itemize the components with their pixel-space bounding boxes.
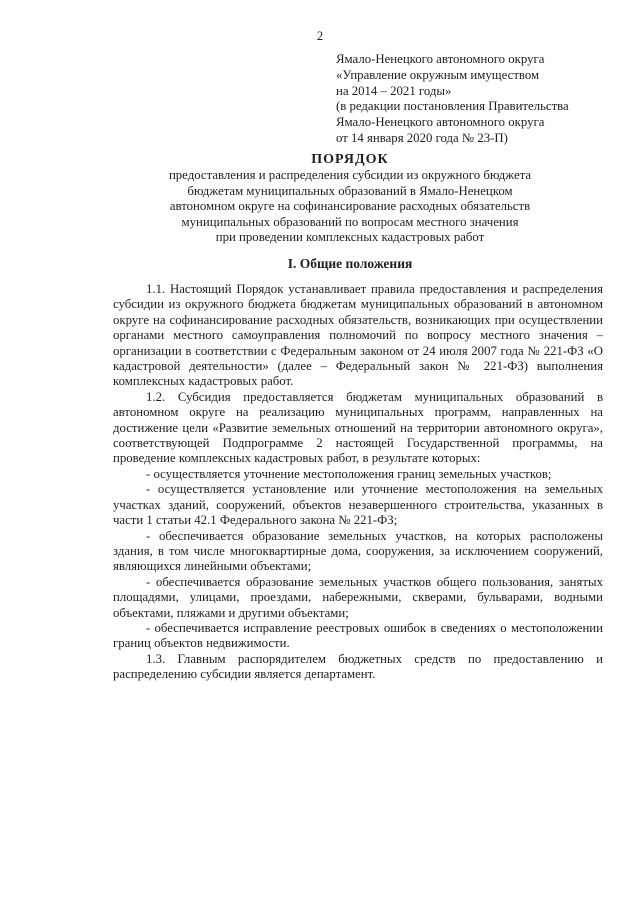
subtitle-line: предоставления и распределения субсидии из окружного бюджета xyxy=(168,168,532,182)
subtitle-line: при проведении комплексных кадастровых работ xyxy=(215,230,485,245)
section-heading: I. Общие положения xyxy=(287,256,413,271)
document-body xyxy=(113,282,603,683)
header-note-line: (в редакции постановления Правительства xyxy=(336,99,569,114)
paragraph-1-2: 1.2. Субсидия предоставляется бюджетам муниципальных образований в автономном округе на реализацию муниципальных программ, направленных на достижение цели «Развитие земельных отношений на территории автономного округа», соответствующей Подпрограмме 2 настоящей Государственной программы, на проведение комплексных кадастровых работ, в результате которых: xyxy=(113,389,603,466)
header-note-line: на 2014 – 2021 годы» xyxy=(336,83,452,98)
page-number: 2 xyxy=(316,29,324,43)
document-title: ПОРЯДОК xyxy=(311,152,389,167)
header-note-line: «Управление окружным имуществом xyxy=(336,67,540,82)
list-item: - обеспечивается образование земельных участков общего пользования, занятых площадями, улицами, проездами, набережными, скверами, бульварами, водными объектами, пляжами и другими объектами; xyxy=(113,574,603,620)
header-note-line: от 14 января 2020 года № 23-П) xyxy=(336,130,508,145)
subtitle-line: автономном округе на софинансирование расходных обязательств xyxy=(169,199,531,214)
header-approval-note xyxy=(336,52,636,147)
paragraph-1-3: 1.3. Главным распорядителем бюджетных средств по предоставлению и распределению субсидии является департамент. xyxy=(113,651,603,682)
header-note-line: Ямало-Ненецкого автономного округа xyxy=(336,52,545,66)
subtitle-line: муниципальных образований по вопросам местного значения xyxy=(181,214,519,229)
document-subtitle xyxy=(100,168,600,246)
list-item: - осуществляется уточнение местоположения границ земельных участков; xyxy=(146,466,552,481)
subtitle-line: бюджетам муниципальных образований в Ямало-Ненецком xyxy=(187,183,513,198)
list-item: - осуществляется установление или уточнение местоположения на земельных участках зданий, сооружений, объектов незавершенного строительства, указанных в части 1 статьи 42.1 Федерального закона № 221-ФЗ; xyxy=(113,482,603,528)
header-note-line: Ямало-Ненецкого автономного округа xyxy=(336,115,545,130)
paragraph-1-1: 1.1. Настоящий Порядок устанавливает правила предоставления и распределения субсидии из окружного бюджета бюджетам муниципальных образований в автономном округе на софинансирование расходных обязательств, возникающих при осуществлении органами местного самоуправления полномочий по вопросу местного значения – организации в соответствии с Федеральным законом от 24 июля 2007 года № 221-ФЗ «О кадастровой деятельности» (далее – Федеральный закон № 221-ФЗ) выполнения комплексных кадастровых работ. xyxy=(113,282,603,389)
list-item: - обеспечивается образование земельных участков, на которых расположены здания, в том числе многоквартирные дома, сооружения, за исключением сооружений, являющихся линейными объектами; xyxy=(113,528,603,574)
list-item: - обеспечивается исправление реестровых ошибок в сведениях о местоположении границ объектов недвижимости. xyxy=(113,620,603,651)
